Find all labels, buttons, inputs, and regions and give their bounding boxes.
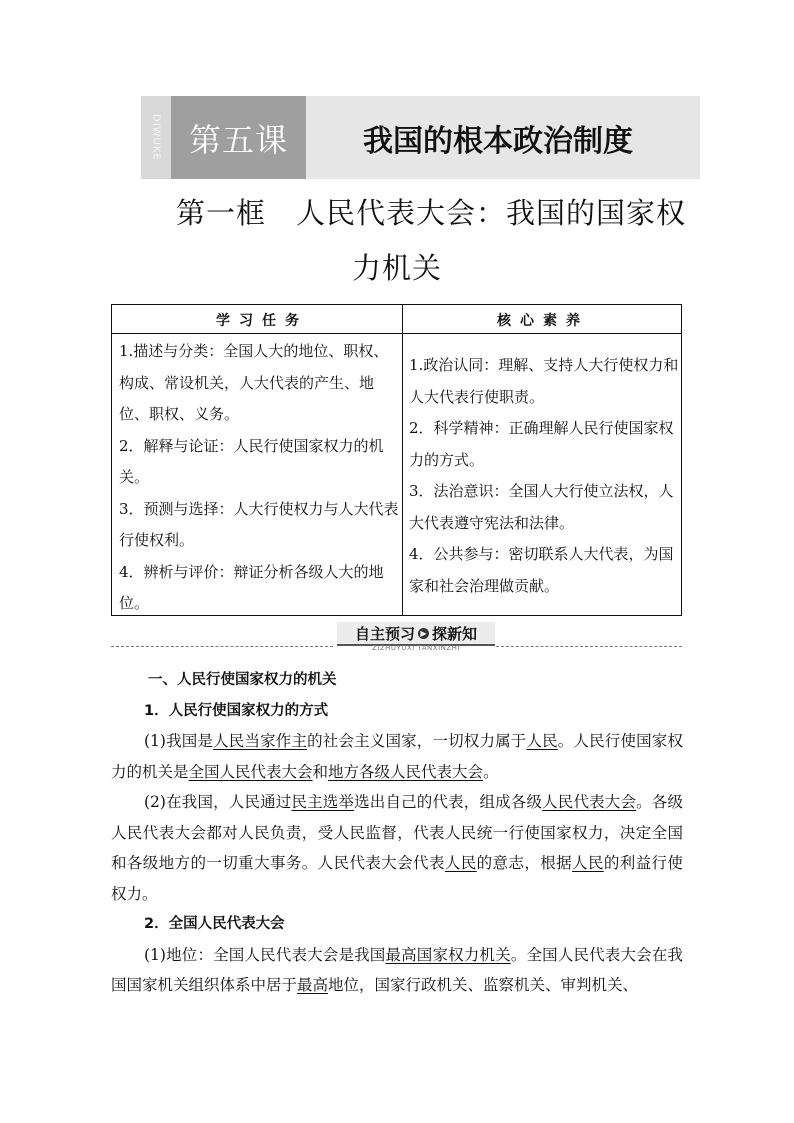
paragraph-2: (2)在我国，人民通过民主选举选出自己的代表，组成各级人民代表大会。各级人民代表大会都对人民负责，受人民监督，代表人民统一行使国家权力，决定全国和各级地方的一切重大事务。人民代表大会代表人民的意志，根据人民的利益行使权力。 (111, 793, 683, 903)
learning-tasks-cell (119, 336, 399, 620)
table-header-row (112, 305, 681, 334)
section-divider-left (111, 646, 333, 647)
core-literacy-item: 4．公共参与：密切联系人大代表，为国家和社会治理做贡献。 (409, 545, 674, 595)
table-header-core-literacy: 核心素养 (497, 313, 589, 329)
table-header-learning-tasks: 学习任务 (216, 313, 308, 329)
paragraph-1: (1)我国是人民当家作主的社会主义国家，一切权力属于人民。人民行使国家权力的机关是全国人民代表大会和地方各级人民代表大会。 (111, 732, 683, 781)
lesson-label: 第五课 (188, 120, 288, 159)
section-badge (337, 622, 495, 646)
arrow-icon: ▶ (418, 628, 429, 639)
core-literacy-item: 2．科学精神：正确理解人民行使国家权力的方式。 (409, 419, 674, 469)
lesson-banner (141, 96, 700, 179)
banner-side-text: DIWUKE (150, 114, 162, 161)
table-column-divider (402, 305, 403, 615)
learning-task-item: 3．预测与选择：人大行使权力与人大代表行使权利。 (119, 499, 399, 549)
learning-task-item: 2．解释与论证：人民行使国家权力的机关。 (119, 436, 384, 486)
badge-left-text: 自主预习 (354, 624, 415, 643)
lesson-number-box (171, 96, 306, 179)
main-content (111, 665, 683, 1001)
lesson-title: 我国的根本政治制度 (363, 124, 633, 159)
core-literacy-cell (409, 350, 679, 602)
badge-pinyin: ZIZHUYUXI TANXINZHI (371, 644, 460, 652)
subheading-1: 1．人民行使国家权力的方式 (144, 702, 329, 719)
learning-task-item: 1.描述与分类：全国人大的地位、职权、构成、常设机关，人大代表的产生、地位、职权、义务。 (119, 342, 389, 423)
badge-right-text: 探新知 (432, 624, 478, 643)
core-literacy-item: 1.政治认同：理解、支持人大行使权力和人大代表行使职责。 (409, 356, 679, 406)
banner-side-strip (141, 96, 171, 179)
section-title-line2: 力机关 (352, 251, 443, 285)
learning-task-item: 4．辨析与评价：辩证分析各级人大的地位。 (119, 562, 384, 612)
section-divider-right (496, 646, 682, 647)
core-literacy-item: 3．法治意识：全国人大行使立法权，人大代表遵守宪法和法律。 (409, 482, 674, 532)
paragraph-3: (1)地位：全国人民代表大会是我国最高国家权力机关。全国人民代表大会在我国国家机关组织体系中居于最高地位，国家行政机关、监察机关、审判机关、 (111, 945, 683, 994)
section-title-line1: 第一框 人民代表大会：我国的国家权 (176, 196, 687, 230)
subheading-2: 2．全国人民代表大会 (144, 916, 285, 932)
objectives-table (111, 304, 682, 616)
heading-1: 一、人民行使国家权力的机关 (148, 672, 337, 688)
